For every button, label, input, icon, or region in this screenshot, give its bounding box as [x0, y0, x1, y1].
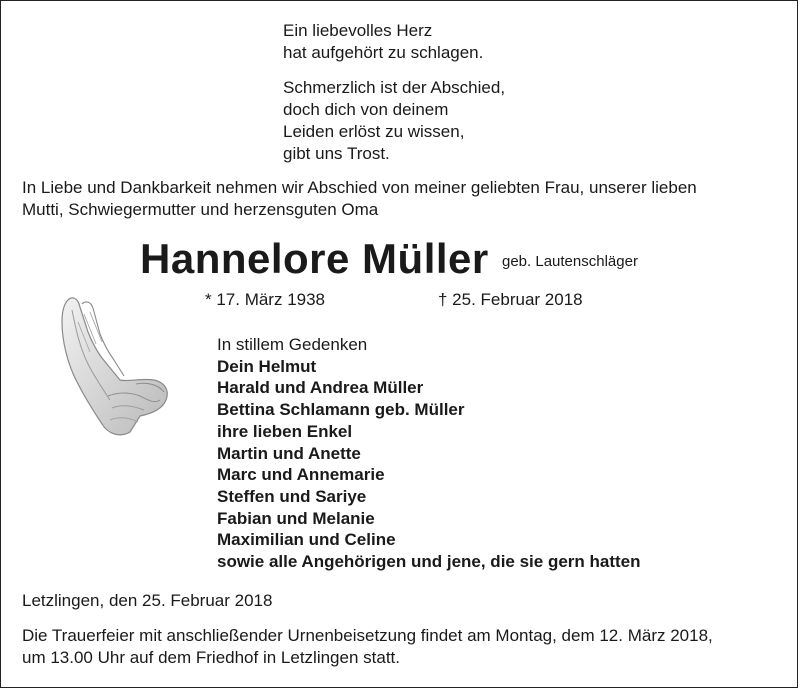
intro-line: In Liebe und Dankbarkeit nehmen wir Abschied von meiner geliebten Frau, unserer lieben [22, 178, 697, 197]
poem-line: gibt uns Trost. [283, 144, 390, 163]
poem-line: Ein liebevolles Herz [283, 21, 433, 40]
mourner-name: Steffen und Sariye [217, 486, 367, 506]
birth-name: geb. Lautenschläger [502, 253, 638, 270]
funeral-notice-line: Die Trauerfeier mit anschließender Urnenbeisetzung findet am Montag, dem 12. März 2018, [22, 626, 713, 645]
mourner-name: Harald und Andrea Müller [217, 378, 424, 398]
mourners-heading: In stillem Gedenken [217, 335, 368, 354]
mourner-name: Bettina Schlamann geb. Müller [217, 400, 465, 420]
poem-line: Schmerzlich ist der Abschied, [283, 78, 506, 97]
praying-hands-icon [50, 292, 172, 437]
intro-line: Mutti, Schwiegermutter und herzensguten Oma [22, 200, 379, 219]
poem-line: hat aufgehört zu schlagen. [283, 43, 484, 62]
mourner-name: Dein Helmut [217, 356, 317, 376]
mourner-name: Maximilian und Celine [217, 530, 396, 550]
birth-date: * 17. März 1938 [205, 290, 326, 309]
deceased-name: Hannelore Müller [140, 235, 489, 282]
poem-line: doch dich von deinem [283, 100, 449, 119]
funeral-notice-line: um 13.00 Uhr auf dem Friedhof in Letzlingen statt. [22, 648, 400, 667]
mourner-name: Marc und Annemarie [217, 465, 385, 485]
mourner-name: Martin und Anette [217, 443, 361, 463]
mourners-list [217, 334, 641, 573]
mourner-name: sowie alle Angehörigen und jene, die sie gern hatten [217, 552, 641, 572]
poem-line: Leiden erlöst zu wissen, [283, 122, 465, 141]
mourner-name: Fabian und Melanie [217, 508, 375, 528]
place-date: Letzlingen, den 25. Februar 2018 [22, 591, 273, 610]
death-date: † 25. Februar 2018 [438, 290, 583, 309]
mourner-name: ihre lieben Enkel [217, 421, 353, 441]
